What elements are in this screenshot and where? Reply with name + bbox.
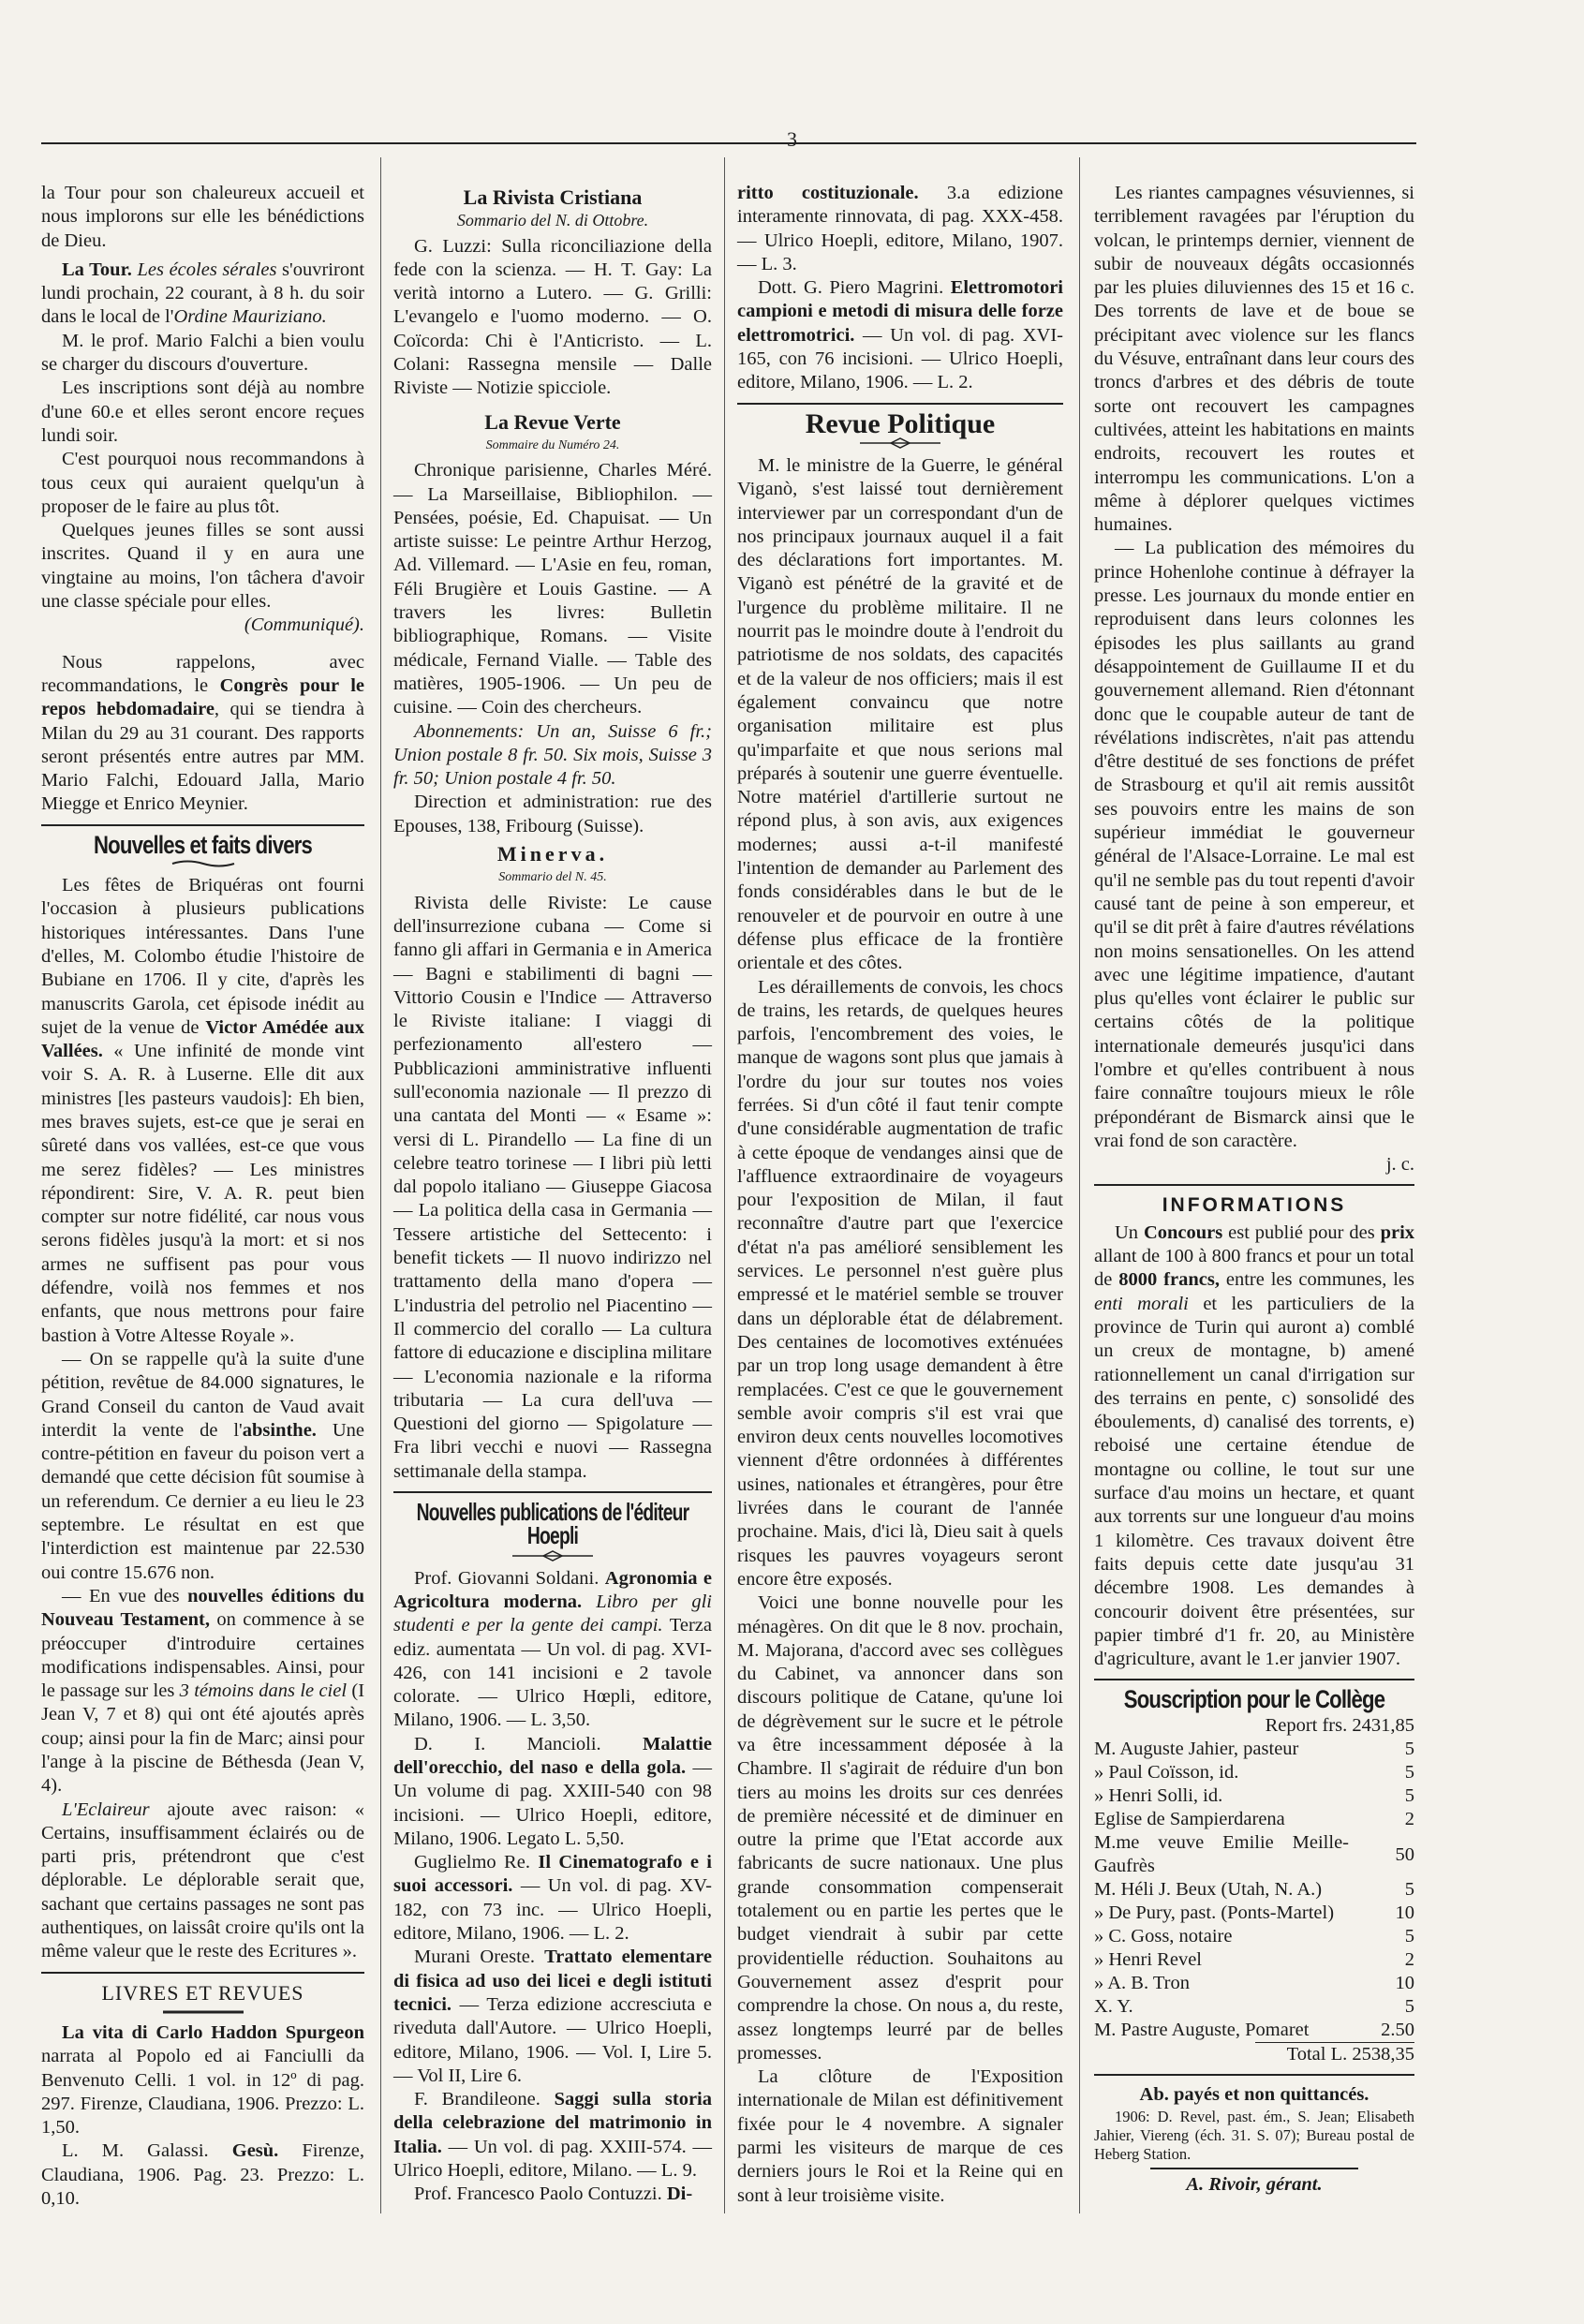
ledger-amount: 5 — [1404, 1879, 1414, 1900]
ledger-row — [1094, 1808, 1414, 1831]
signature: (Communiqué). — [244, 614, 364, 636]
section-rule — [41, 1972, 364, 1974]
paragraph: L'Eclaireur ajoute avec raison: « Certains, insuffisamment éclairés ou de parti pris, prétendront que c'est déplorable. Le déplorable serait que, sachant que certains passages ne sont pas authentiques, on laissât croire qu'ils ont la même valeur que le reste des Ecritures ». — [41, 1799, 365, 1962]
ledger-name: » Henri Revel — [1094, 1949, 1202, 1970]
paragraph: Rivista delle Riviste: Le cause dell'insurrezione cubana — Come si fanno gli affari in Germania e in America — Bagni e stabilimenti di bagni — Vittorio Cousin e l'Indice — Attraverso le Riviste italiane: I viaggi di perfezionamento all'estero — Pubblicazioni amministrative influenti sull'economia nazionale — Il prezzo di una cantata del Monti — « Esame »: versi di L. Pirandello — La fine di un celebre teatro torinese — I libri più letti dal popolo italiano — Giuseppe Giacosa — La politica della casa in Germania — Tessere artistiche del Settecento: i benefit tickets — Il nuovo indirizzo nel trattamento della mano d'opera — L'industria del petrolio nel Piacentino — Il commercio del corallo — La cultura fattore di educazione e disciplina militare — L'economia nazionale e la riforma tributaria — La cura dell'uva — Questioni del giorno — Spigolature — Fra libri vecchi e nuovi — Rassegna settimanale della stampa. — [393, 892, 712, 1482]
review-subtitle: Sommario del N. 45. — [498, 870, 607, 885]
review-title: La Revue Verte — [484, 409, 621, 434]
ledger-row — [1094, 1972, 1414, 1995]
ornament-icon — [511, 1550, 595, 1562]
ledger-amount: 50 — [1395, 1843, 1414, 1865]
paragraph: Prof. Giovanni Soldani. Agronomia e Agricoltura moderna. Libro per gli studenti e per la gente dei campi. Terza ediz. aumentata — Un vol. di pag. XVI-426, con 141 incisioni e 2 tavole colorate. — Ulrico Hœpli, editore, Milano, 1906. — L. 3,50. — [393, 1567, 713, 1731]
total-line: Total L. 2538,35 — [1255, 2042, 1414, 2066]
section-rule — [1094, 1679, 1414, 1680]
paragraph: Un Concours est publié pour des prix allant de 100 à 800 francs et pour un total de 8000 francs, entre les communes, les enti morali et les particuliers de la province de Turin qui auront a) comblé un creux de montagne, b) amené rationnellement un canal d'irrigation sur des terrains en pente, c) sonsolidé des éboulements, d) canalisé des torrents, e) reboisé une certaine étendue de montagne ou colline, le tout sur une surface d'au moins un hectare, et quant aux torrents sur une longueur d'au moins 1 kilomètre. Ces travaux doivent être faits depuis cette date jusqu'au 31 décembre 1908. Les demandes à concourir doivent être présentées, sur papier timbré d'1 fr. 20, au Ministère d'agriculture, avant le 1.er janvier 1907. — [1094, 1221, 1415, 1670]
column-4 — [1094, 182, 1414, 2197]
subscription-table — [1094, 1738, 1414, 2042]
ledger-name: M.me veuve Emilie Meille-Gaufrès — [1094, 1832, 1349, 1876]
paragraph: Nous rappelons, avec recommandations, le Congrès pour le repos hebdomadaire, qui se tiendra à Milan du 29 au 31 courant. Des rapports seront présentés entre autres par MM. Mario Falchi, Edouard Jalla, Mario Miegge et Enrico Meynier. — [41, 651, 364, 815]
section-title: LIVRES ET REVUES — [101, 1980, 304, 2005]
column-1 — [41, 182, 364, 2211]
paragraph: M. le prof. Mario Falchi a bien voulu se charger du discours d'ouverture. — [41, 330, 364, 376]
ledger-row — [1094, 1995, 1414, 2019]
ledger-name: » De Pury, past. (Ponts-Martel) — [1094, 1902, 1335, 1923]
paragraph: La Tour. Les écoles sérales s'ouvriront lundi prochain, 22 courant, à 8 h. du soir dans le local de l'Ordine Mauriziano. — [41, 259, 365, 328]
ledger-row — [1094, 1761, 1414, 1784]
paragraph: D. I. Mancioli. Malattie dell'orecchio, del naso e della gola. — Un volume di pag. XXIII-540 con 98 incisioni. — Ulrico Hoepli, editore, Milano, 1906. Legato L. 5,50. — [393, 1733, 713, 1849]
column-3 — [737, 182, 1063, 2208]
paragraph: Murani Oreste. Trattato elementare di fisica ad uso dei licei e degli istituti tecnici. — Terza edizione accresciuta e riveduta dall'Autore. — Ulrico Hoepli, editore, Milano, 1906. — Vol. I, Lire 5. — Vol II, Lire 6. — [393, 1947, 713, 2086]
ledger-row — [1094, 1925, 1414, 1948]
section-rule — [41, 824, 364, 826]
ledger-amount: 2.50 — [1381, 2020, 1414, 2040]
ornament-icon — [858, 437, 942, 449]
paragraph: Guglielmo Re. Il Cinematografo e i suoi accessori. — Un vol. di pag. XV-182, con 73 inc. — Ulrico Hoepli, editore, Milano, 1906. — L. 2. — [393, 1852, 713, 1945]
section-rule — [1094, 1184, 1414, 1186]
paragraph: G. Luzzi: Sulla riconciliazione della fede con la scienza. — H. T. Gay: La verità intorno a Lutero. — G. Grilli: L'evangelo e l'uomo moderno. — O. Coïcorda: Chi è l'Anticristo. — L. Colani: Rassegna mensile — Dalle Riviste — Notizie spicciole. — [393, 235, 712, 399]
ledger-amount: 5 — [1404, 1762, 1414, 1783]
ornament-icon — [170, 859, 236, 868]
paragraph: Les fêtes de Briquéras ont fourni l'occasion à plusieurs publications historiques intéressantes. Dans l'une d'elles, M. Colombo étudie l'histoire de Bubiane en 1706. Il y cite, d'après les manuscrits Garola, cet épisode inédit au sujet de la venue de Victor Amédée aux Vallées. « Une infinité de monde vint voir S. A. R. à Luserne. Elle dit aux ministres [les pasteurs vaudois]: Eh bien, mes braves sujets, est-ce que je serai en sûreté dans vos vallées, est-ce que vous me serez fidèles? — Les ministres répondirent: Sire, V. A. R. peut bien compter sur notre fidélité, car nous vous serons fidèles jusqu'à la mort: et si nos armes ne suffisent pas pour vous défendre, voilà nos femmes et nos enfants, que nous mettrons pour faire bastion à Votre Altesse Royale ». — [41, 875, 365, 1346]
paragraph: Les riantes campagnes vésuviennes, si terriblement ravagées par l'éruption du volcan, le printemps dernier, viennent de subir de nouveaux dégâts occasionnés par les pluies diluviennes des 15 et 16 c. Des torrents de lave et de boue se précipitant avec violence sur les flancs du Vésuve, entraînant dans leur cours des troncs d'arbres et des débris de toute sorte ont recouvert les campagnes cultivées, atteint les habitations en maints endroits, recouvert les routes et interrompu les communications. L'on a même à déplorer quelques victimes humaines. — [1094, 183, 1414, 536]
paragraph: C'est pourquoi nous recommandons à tous ceux qui auraient quelqu'un à proposer de le faire au plus tôt. — [41, 449, 364, 517]
section-rule — [737, 403, 1063, 405]
paragraph: — La publication des mémoires du prince Hohenlohe continue à défrayer la presse. Les journaux du monde entier en reproduisent dans leurs colonnes les épisodes les plus saillants au grand désappointement de Guillaume II et du gouvernement allemand. Rien d'étonnant donc que le coupable auteur de tant de révélations indiscrètes, n'ait pas attendu d'être destitué de ses fonctions de préfet de Strasbourg et qu'il ait remis aussitôt ses pouvoirs entre les mains de son supérieur immédiat le gouverneur général de l'Alsace-Lorraine. Le mal est qu'il ne semble pas du tout repenti d'avoir causé tant de peine à son empereur, et qu'il se dit prêt à faire d'autres révélations non moins sensationelles. On les attend avec une légitime impatience, d'autant plus qu'elles vont éclairer le public sur certains côtés de la politique internationale demeurés jusqu'ici dans l'ombre et qu'elles contribuent à nous faire connaître toujours mieux le rôle prépondérant de Bismarck ainsi que le vrai fond de son caractère. — [1094, 538, 1414, 1151]
place-heading: La Tour. — [62, 259, 132, 280]
paragraph: — En vue des nouvelles éditions du Nouveau Testament, on commence à se préoccuper d'introduire certaines modifications indispensables. Ainsi, pour le passage sur les 3 témoins dans le ciel (I Jean V, 7 et 8) qui ont été ajoutés après coup; ainsi pour la fin de Marc; ainsi pour l'ange à la piscine de Béthesda (Jean V, 4). — [41, 1585, 365, 1797]
paragraph: Quelques jeunes filles se sont aussi inscrites. Quand il y en aura une vingtaine au moins, l'on tâchera d'avoir une classe spéciale pour elles. — [41, 520, 364, 613]
ledger-amount: 5 — [1404, 1785, 1414, 1806]
paragraph: Voici une bonne nouvelle pour les ménagères. On dit que le 8 nov. prochain, M. Majorana, d'accord avec ses collègues du Cabinet, va annoncer dans son discours politique de Catane, qu'une loi de dégrèvement sur le sucre et le pétrole va être incessamment déposée à la Chambre. Il s'agirait de réduire d'un bon tiers au moins les droits sur ces denrées de première nécessité et de diminuer en outre la prime que l'Etat accorde aux fabricants de sucre nationaux. Une plus grande consommation compenserait totalement ou en partie les pertes que le budget viendrait à subir par cette providentielle réduction. Souhaitons au Gouvernement assez d'esprit pour comprendre la chose. On nous a, du reste, assez longtemps leurré par de belles promesses. — [737, 1592, 1063, 2064]
ledger-row — [1094, 1878, 1414, 1902]
ledger-name: » C. Goss, notaire — [1094, 1926, 1233, 1947]
ledger-row — [1094, 1831, 1414, 1878]
page-number: 3 — [787, 127, 797, 151]
gerant-signature: A. Rivoir, gérant. — [1186, 2173, 1323, 2195]
section-rule — [393, 1491, 712, 1493]
ledger-amount: 2 — [1404, 1809, 1414, 1829]
paragraph: F. Brandileone. Saggi sulla storia della celebrazione del matrimonio in Italia. — Un vol. di pag. XXIII-574. — Ulrico Hoepli, editore, Milano. — L. 9. — [393, 2089, 713, 2182]
ledger-row — [1094, 2019, 1414, 2042]
ledger-name: M. Pastre Auguste, Pomaret — [1094, 2020, 1310, 2040]
review-title: Minerva. — [496, 842, 609, 866]
ledger-name: X. Y. — [1094, 1996, 1133, 2017]
report-line: Report frs. 2431,85 — [1265, 1714, 1414, 1736]
ledger-amount: 5 — [1404, 1926, 1414, 1947]
paragraph: Chronique parisienne, Charles Méré. — La Marseillaise, Bibliophilon. — Pensées, poésie, Ed. Chapuisat. — Un artiste suisse: Le peintre Arthur Herzog, Ad. Villemard. — L'Asie en feu, roman, Féli Brugière et Louis Gastine. — A travers les livres: Bulletin bibliographique, Romans. — Visite médicale, Fernand Vialle. — Table des matières, 1905-1906. — Un peu de cuisine. — Coin des chercheurs. — [393, 460, 712, 718]
paragraph: Les déraillements de convois, les chocs de trains, les retards, de quelques heures parfois, l'encombrement des voies, le manque de wagons sont plus que jamais à l'ordre du jour sur toutes nos voies ferrées. Si d'un côté il faut tenir compte d'une considérable augmentation de trafic à cette époque de vendanges ainsi que de l'affluence extraordinaire de voyageurs pour l'exposition de Milan, il faut reconnaître d'autre part que l'exercice d'état n'a pas amélioré sensiblement les services. Le personnel n'est guère plus empressé et le matériel semble se trouver dans un déplorable état de délabrement. Des centaines de locomotives exténuées par un trop long usage demandent à être remplacées. C'est ce que le gouvernement semble avoir compris s'il est vrai que environ deux cents nouvelles locomotives viennent d'être ordonnées à différentes usines, nationales et étrangères, pour être livrées dans le courant de l'année prochaine. Mais, d'ici là, Dieu sait à quels risques les pauvres voyageurs seront encore être exposés. — [737, 976, 1063, 1590]
ledger-amount: 5 — [1404, 1739, 1414, 1759]
paragraph: Abonnements: Un an, Suisse 6 fr.; Union postale 8 fr. 50. Six mois, Suisse 3 fr. 50; Union postale 4 fr. 50. — [393, 720, 712, 790]
section-title: Nouvelles et faits divers — [93, 830, 312, 859]
review-title: La Rivista Cristiana — [463, 185, 643, 209]
ledger-amount: 10 — [1395, 1973, 1414, 1993]
paragraph: M. le ministre de la Guerre, le général Viganò, s'est laissé tout dernièrement interviewer par un correspondant d'un de nos principaux journaux auquel il a fait des déclarations fort importantes. M. Viganò est pénétré de la gravité et de l'urgence du problème militaire. Il ne nourrit pas le moindre doute à l'endroit du patriotisme de nos soldats, des capacités et de la valeur de nos officiers; mais il est également convaincu que notre organisation militaire est plus qu'imparfaite et que nous serions mal préparés à soutenir une guerre éventuelle. Notre matériel d'artillerie surtout ne répond plus, à son avis, aux exigences modernes; aussi a-t-il manifesté l'intention de demander au Parlement des fonds considérables dans le but de le renouveler et de pourvoir en outre à une défense plus efficace de la frontière orientale et des côtes. — [737, 454, 1063, 974]
ledger-name: » Paul Coïsson, id. — [1094, 1762, 1239, 1783]
column-2 — [393, 182, 712, 2207]
ledger-name: » A. B. Tron — [1094, 1973, 1190, 1993]
header-rule — [41, 142, 1416, 144]
section-rule — [1094, 2074, 1414, 2076]
paragraph: La clôture de l'Exposition internationale de Milan est définitivement fixée pour le 4 novembre. A signaler parmi les visiteurs de marque de ces derniers jours le Roi et la Reine qui en sont à leur troisième visite. — [737, 2066, 1063, 2206]
signature: j. c. — [1385, 1154, 1414, 1176]
section-title: Nouvelles publications de l'éditeur Hoepli — [416, 1498, 689, 1550]
review-subtitle: Sommaire du Numéro 24. — [485, 437, 620, 452]
paragraph: Dott. G. Piero Magrini. Elettromotori campioni e metodi di misura delle forze elettromotrici. — Un vol. di pag. XVI-165, con 76 incisioni. — Ulrico Hoepli, editore, Milano, 1906. — L. 2. — [737, 277, 1064, 393]
column-rule — [380, 157, 381, 2213]
paragraph: ritto costituzionale. 3.a edizione interamente rinnovata, di pag. XXX-458. — Ulrico Hoepli, editore, Milano, 1907. — L. 3. — [737, 183, 1064, 274]
paragraph: Direction et administration: rue des Epouses, 138, Fribourg (Suisse). — [393, 792, 712, 836]
ledger-row — [1094, 1948, 1414, 1972]
paragraph: — On se rappelle qu'à la suite d'une pétition, revêtue de 84.000 signatures, le Grand Conseil du canton de Vaud avait interdit la vente de l'absinthe. Une contre-pétition en faveur du poison vert a demandé que cette décision fût soumise à un referendum. Ce dernier a eu lieu le 23 septembre. Le résultat en est que l'interdiction est maintenue par 22.530 oui contre 15.676 non. — [41, 1348, 364, 1583]
column-rule — [724, 157, 725, 2213]
paragraph: Prof. Francesco Paolo Contuzzi. Di- — [414, 2183, 693, 2205]
ab-title: Ab. payés et non quittancés. — [1139, 2084, 1369, 2106]
ledger-amount: 10 — [1395, 1902, 1414, 1923]
ledger-row — [1094, 1784, 1414, 1808]
ledger-row — [1094, 1902, 1414, 1925]
ledger-amount: 2 — [1404, 1949, 1414, 1970]
paragraph: la Tour pour son chaleureux accueil et nous implorons sur elle les bénédictions de Dieu. — [41, 183, 364, 251]
ledger-amount: 5 — [1404, 1996, 1414, 2017]
section-rule — [1150, 2168, 1358, 2169]
paragraph: L. M. Galassi. Gesù. Firenze, Claudiana, 1906. Pag. 23. Prezzo: L. 0,10. — [41, 2140, 365, 2210]
ledger-name: M. Auguste Jahier, pasteur — [1094, 1739, 1299, 1759]
section-title: Souscription pour le Collège — [1123, 1685, 1385, 1714]
section-title: INFORMATIONS — [1162, 1194, 1347, 1217]
column-rule — [1079, 157, 1080, 2213]
paragraph: Les inscriptions sont déjà au nombre d'une 60.e et elles seront encore reçues lundi soir. — [41, 377, 364, 446]
ab-text: 1906: D. Revel, past. ém., S. Jean; Elisabeth Jahier, Viereng (éch. 31. S. 07); Bureau postal de Heberg Station. — [1094, 2107, 1414, 2163]
section-title: Revue Politique — [805, 407, 996, 439]
ledger-row — [1094, 1738, 1414, 1761]
paragraph: La vita di Carlo Haddon Spurgeon narrata al Popolo ed ai Fanciulli da Benvenuto Celli. 1 vol. in 12º di pag. 297. Firenze, Claudiana, 1906. Prezzo: L. 1,50. — [41, 2021, 364, 2139]
ledger-name: Eglise de Sampierdarena — [1094, 1809, 1285, 1829]
ornament-icon — [161, 2008, 245, 2016]
review-subtitle: Sommario del N. di Ottobre. — [456, 211, 649, 230]
ledger-name: » Henri Solli, id. — [1094, 1785, 1223, 1806]
ledger-name: M. Héli J. Beux (Utah, N. A.) — [1094, 1879, 1323, 1900]
